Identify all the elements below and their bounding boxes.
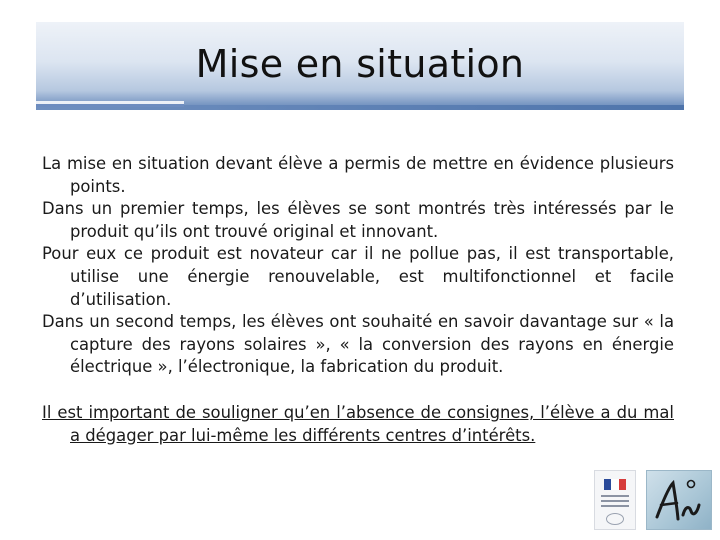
paragraph: Pour eux ce produit est novateur car il ne pollue pas, il est transportable, utilise une énergie renouvelable, est multifonctionnel et facile d’utilisation. (42, 244, 674, 309)
seal-icon (606, 513, 624, 525)
logo-block (594, 470, 712, 528)
signature-icon (647, 471, 711, 529)
ministry-logo (594, 470, 636, 530)
slide-title: Mise en situation (195, 42, 525, 86)
academy-logo (646, 470, 712, 530)
flag-icon (604, 479, 626, 490)
conclusion-paragraph: Il est important de souligner qu’en l’absence de consignes, l’élève a du mal a dégager par lui-même les différents centres d’intérêts. (42, 402, 674, 445)
title-accent-line (36, 104, 184, 107)
paragraph: Dans un second temps, les élèves ont souhaité en savoir davantage sur « la capture des rayons solaires », « la conversion des rayons en énergie électrique », l’électronique, la fabrication du produit. (42, 312, 674, 377)
title-banner (36, 22, 684, 110)
slide-body (42, 153, 674, 447)
paragraph: La mise en situation devant élève a permis de mettre en évidence plusieurs points. (42, 154, 674, 196)
paragraph: Dans un premier temps, les élèves se sont montrés très intéressés par le produit qu’ils ont trouvé original et innovant. (42, 199, 674, 241)
